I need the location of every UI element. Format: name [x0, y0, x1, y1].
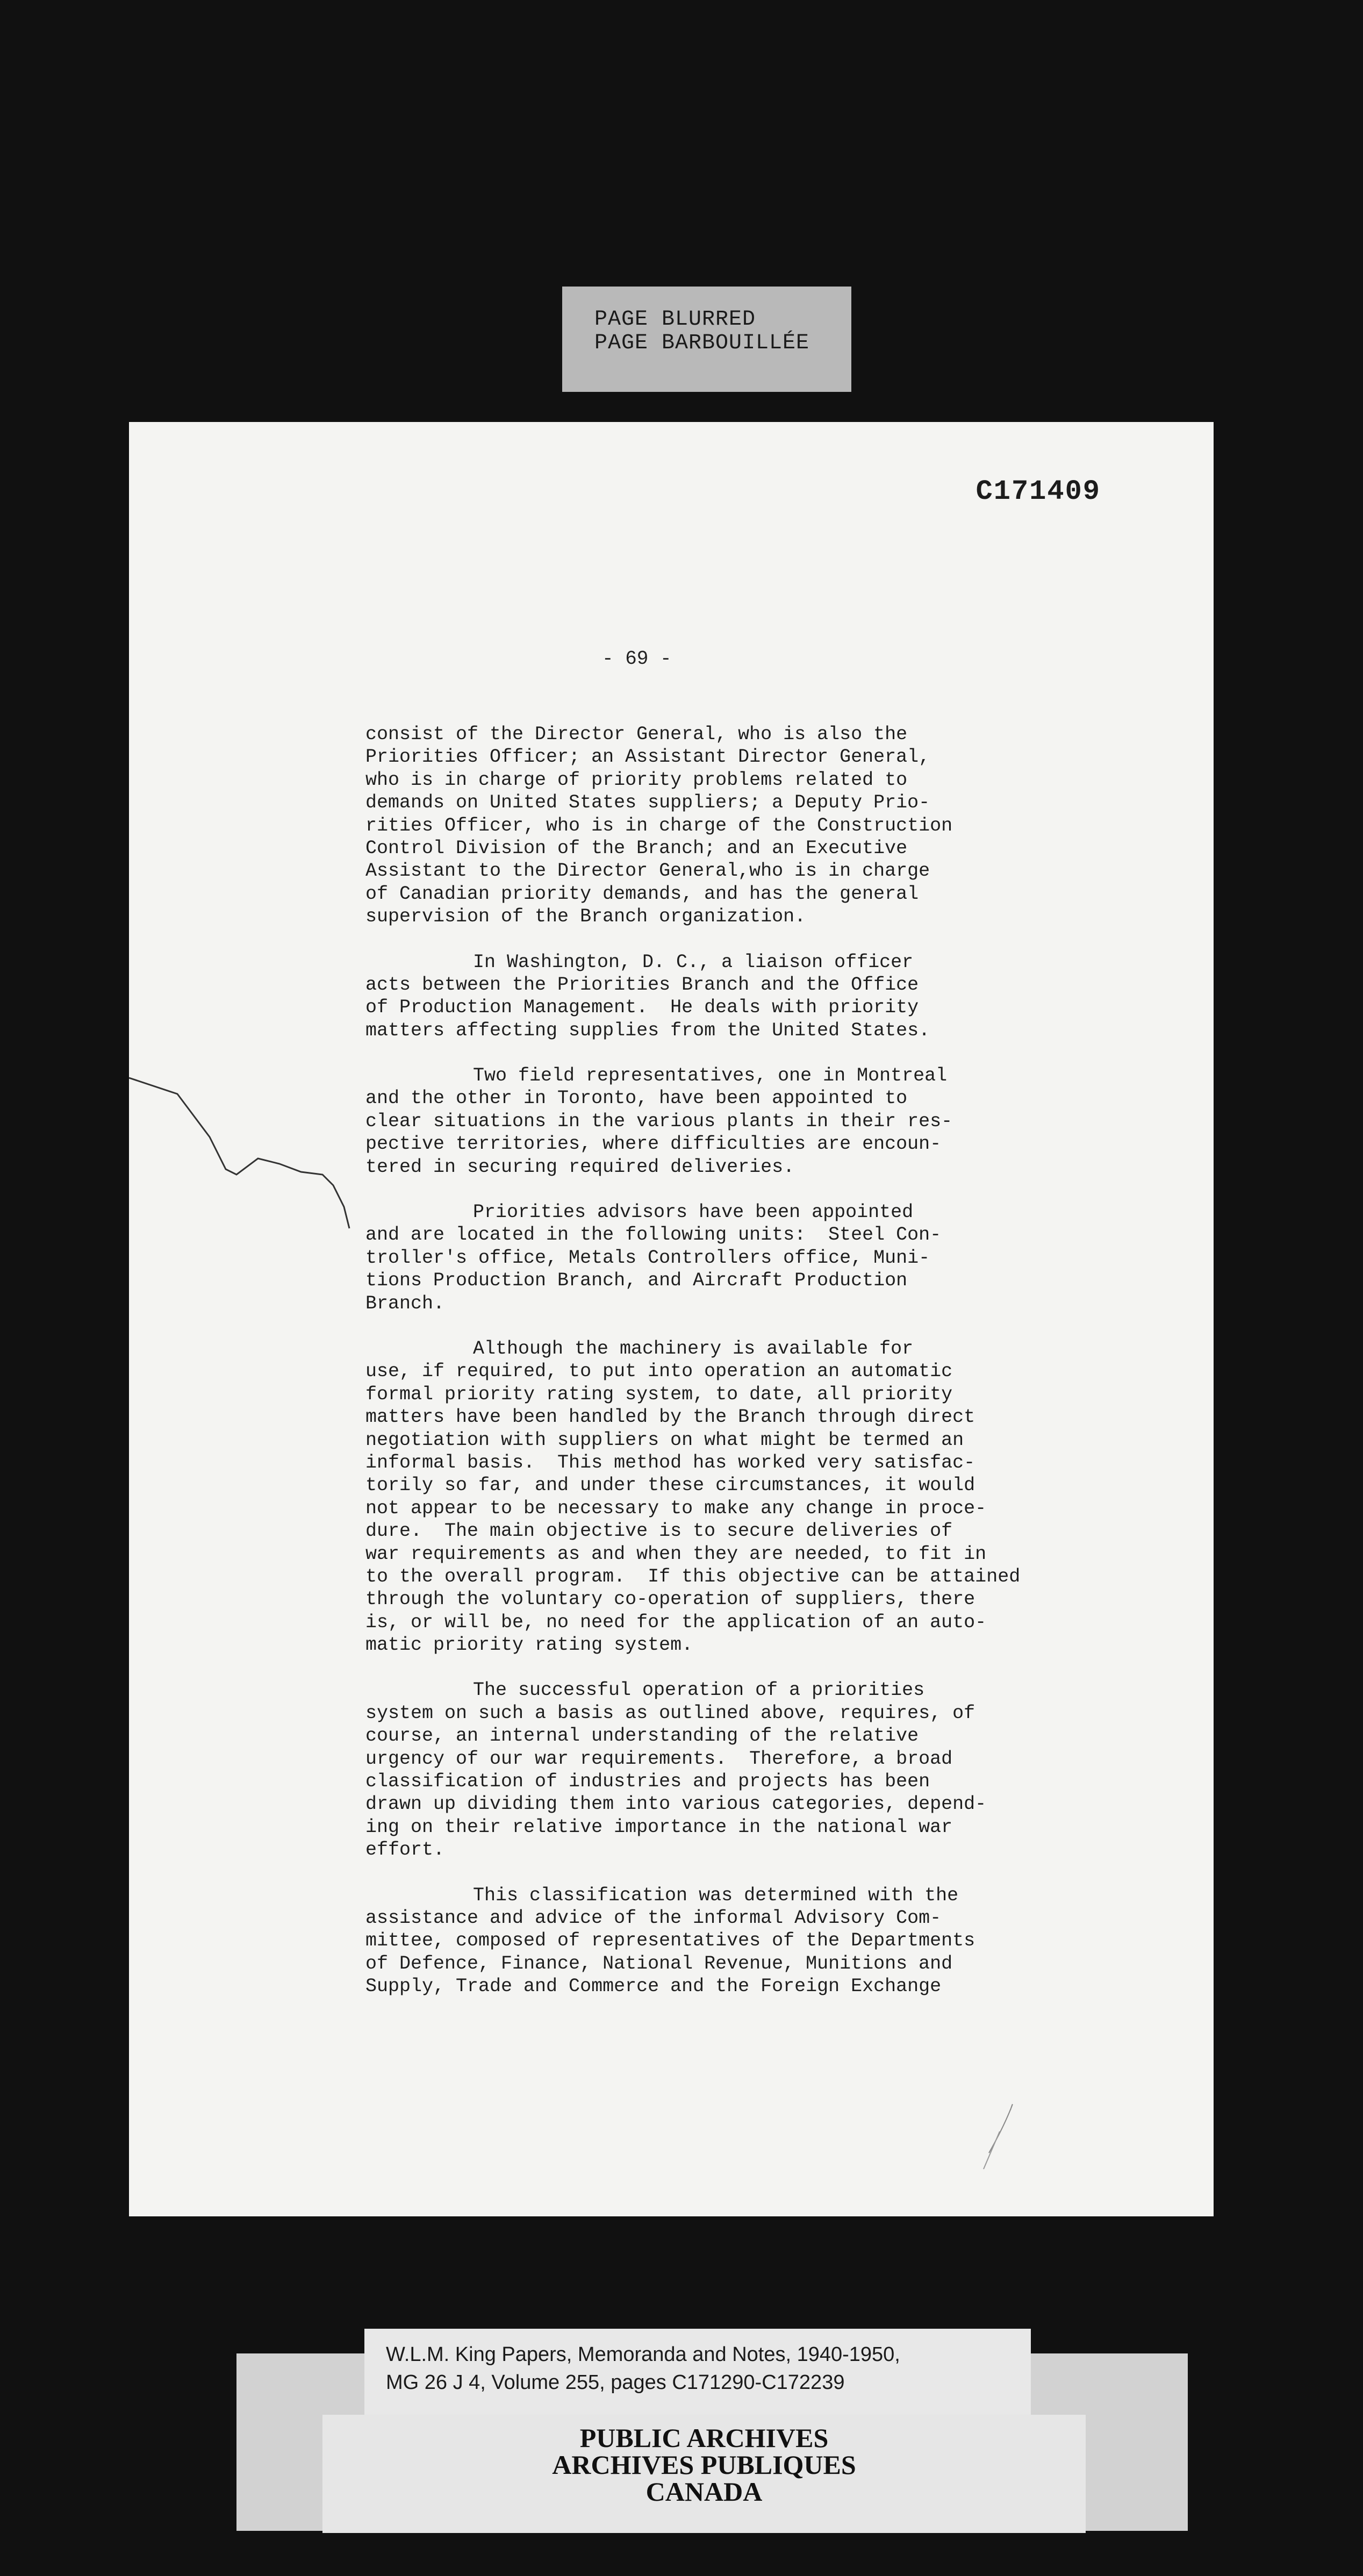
text-line: classification of industries and projects has been — [365, 1771, 930, 1793]
text-line: supervision of the Branch organization. — [365, 906, 806, 928]
text-line: troller's office, Metals Controllers office, Muni- — [365, 1247, 930, 1269]
document-body — [365, 723, 1161, 2021]
archive-stamp — [322, 2424, 1086, 2505]
text-line: and are located in the following units: Steel Con- — [365, 1224, 942, 1246]
text-line: Priorities advisors have been appointed — [473, 1201, 914, 1223]
text-line: course, an internal understanding of the relative — [365, 1725, 919, 1747]
citation-line-2: MG 26 J 4, Volume 255, pages C171290-C172239 — [386, 2371, 845, 2394]
stamp-line-french: ARCHIVES PUBLIQUES — [552, 2450, 856, 2480]
text-line: informal basis. This method has worked very satisfac- — [365, 1451, 975, 1473]
citation-text — [386, 2341, 900, 2396]
text-line: tered in securing required deliveries. — [365, 1156, 795, 1178]
text-line: who is in charge of priority problems related to — [365, 769, 908, 791]
text-line: drawn up dividing them into various categories, depend- — [365, 1793, 987, 1815]
citation-box — [364, 2329, 1031, 2415]
text-line: Two field representatives, one in Montreal — [473, 1065, 948, 1087]
document-page — [129, 422, 1214, 2216]
text-line: This classification was determined with the — [473, 1884, 959, 1906]
document-number: C171409 — [975, 476, 1101, 507]
page-number: - 69 - — [602, 648, 672, 670]
paragraph — [365, 1064, 1161, 1178]
text-line: to the overall program. If this objective can be attained — [365, 1565, 1021, 1587]
page-blurred-label — [562, 287, 851, 392]
text-line: consist of the Director General, who is also the — [365, 724, 908, 745]
paragraph — [365, 1679, 1161, 1861]
text-line: Although the machinery is available for — [473, 1337, 914, 1359]
text-line: matters have been handled by the Branch through direct — [365, 1406, 975, 1428]
citation-line-1: W.L.M. King Papers, Memoranda and Notes, 1940-1950, — [386, 2343, 900, 2366]
text-line: rities Officer, who is in charge of the Construction — [365, 814, 953, 836]
text-line: dure. The main objective is to secure deliveries of — [365, 1520, 953, 1542]
paragraph — [365, 1201, 1161, 1315]
text-line: clear situations in the various plants in their res- — [365, 1110, 953, 1132]
text-line: matters affecting supplies from the United States. — [365, 1019, 930, 1041]
blur-label-english: PAGE BLURRED — [594, 307, 756, 332]
text-line: In Washington, D. C., a liaison officer — [473, 951, 914, 973]
stamp-line-country: CANADA — [645, 2477, 763, 2507]
text-line: Control Division of the Branch; and an Executive — [365, 837, 908, 859]
text-line: Branch. — [365, 1292, 445, 1314]
text-line: torily so far, and under these circumstances, it would — [365, 1475, 975, 1497]
text-line: effort. — [365, 1839, 445, 1861]
paragraph — [365, 723, 1161, 928]
text-line: Assistant to the Director General,who is in charge — [365, 860, 930, 882]
text-line: matic priority rating system. — [365, 1634, 693, 1656]
text-line: assistance and advice of the informal Advisory Com- — [365, 1907, 942, 1929]
text-line: use, if required, to put into operation an automatic — [365, 1361, 953, 1383]
text-line: The successful operation of a priorities — [473, 1679, 925, 1701]
text-line: mittee, composed of representatives of the Departments — [365, 1930, 975, 1952]
text-line: Supply, Trade and Commerce and the Foreign Exchange — [365, 1976, 942, 1998]
text-line: tions Production Branch, and Aircraft Production — [365, 1270, 908, 1292]
text-line: system on such a basis as outlined above, requires, of — [365, 1702, 975, 1724]
text-line: acts between the Priorities Branch and the Office — [365, 974, 919, 996]
text-line: demands on United States suppliers; a Deputy Prio- — [365, 792, 930, 814]
paragraph — [365, 951, 1161, 1042]
paragraph — [365, 1884, 1161, 1998]
text-line: of Production Management. He deals with priority — [365, 997, 919, 1019]
text-line: of Canadian priority demands, and has the general — [365, 883, 919, 905]
text-line: formal priority rating system, to date, all priority — [365, 1383, 953, 1405]
text-line: negotiation with suppliers on what might be termed an — [365, 1429, 964, 1451]
text-line: Priorities Officer; an Assistant Director General, — [365, 746, 930, 768]
text-line: pective territories, where difficulties are encoun- — [365, 1133, 942, 1155]
paragraph — [365, 1337, 1161, 1656]
text-line: urgency of our war requirements. Therefore, a broad — [365, 1748, 953, 1770]
text-line: not appear to be necessary to make any change in proce- — [365, 1497, 987, 1519]
text-line: war requirements as and when they are needed, to fit in — [365, 1543, 987, 1565]
blur-label-french: PAGE BARBOUILLÉE — [594, 331, 810, 355]
text-line: and the other in Toronto, have been appointed to — [365, 1087, 908, 1110]
text-line: ing on their relative importance in the national war — [365, 1816, 953, 1838]
text-line: of Defence, Finance, National Revenue, Munitions and — [365, 1952, 953, 1974]
text-line: through the voluntary co-operation of suppliers, there — [365, 1588, 975, 1611]
stamp-line-english: PUBLIC ARCHIVES — [579, 2423, 829, 2453]
text-line: is, or will be, no need for the application of an auto- — [365, 1611, 987, 1633]
